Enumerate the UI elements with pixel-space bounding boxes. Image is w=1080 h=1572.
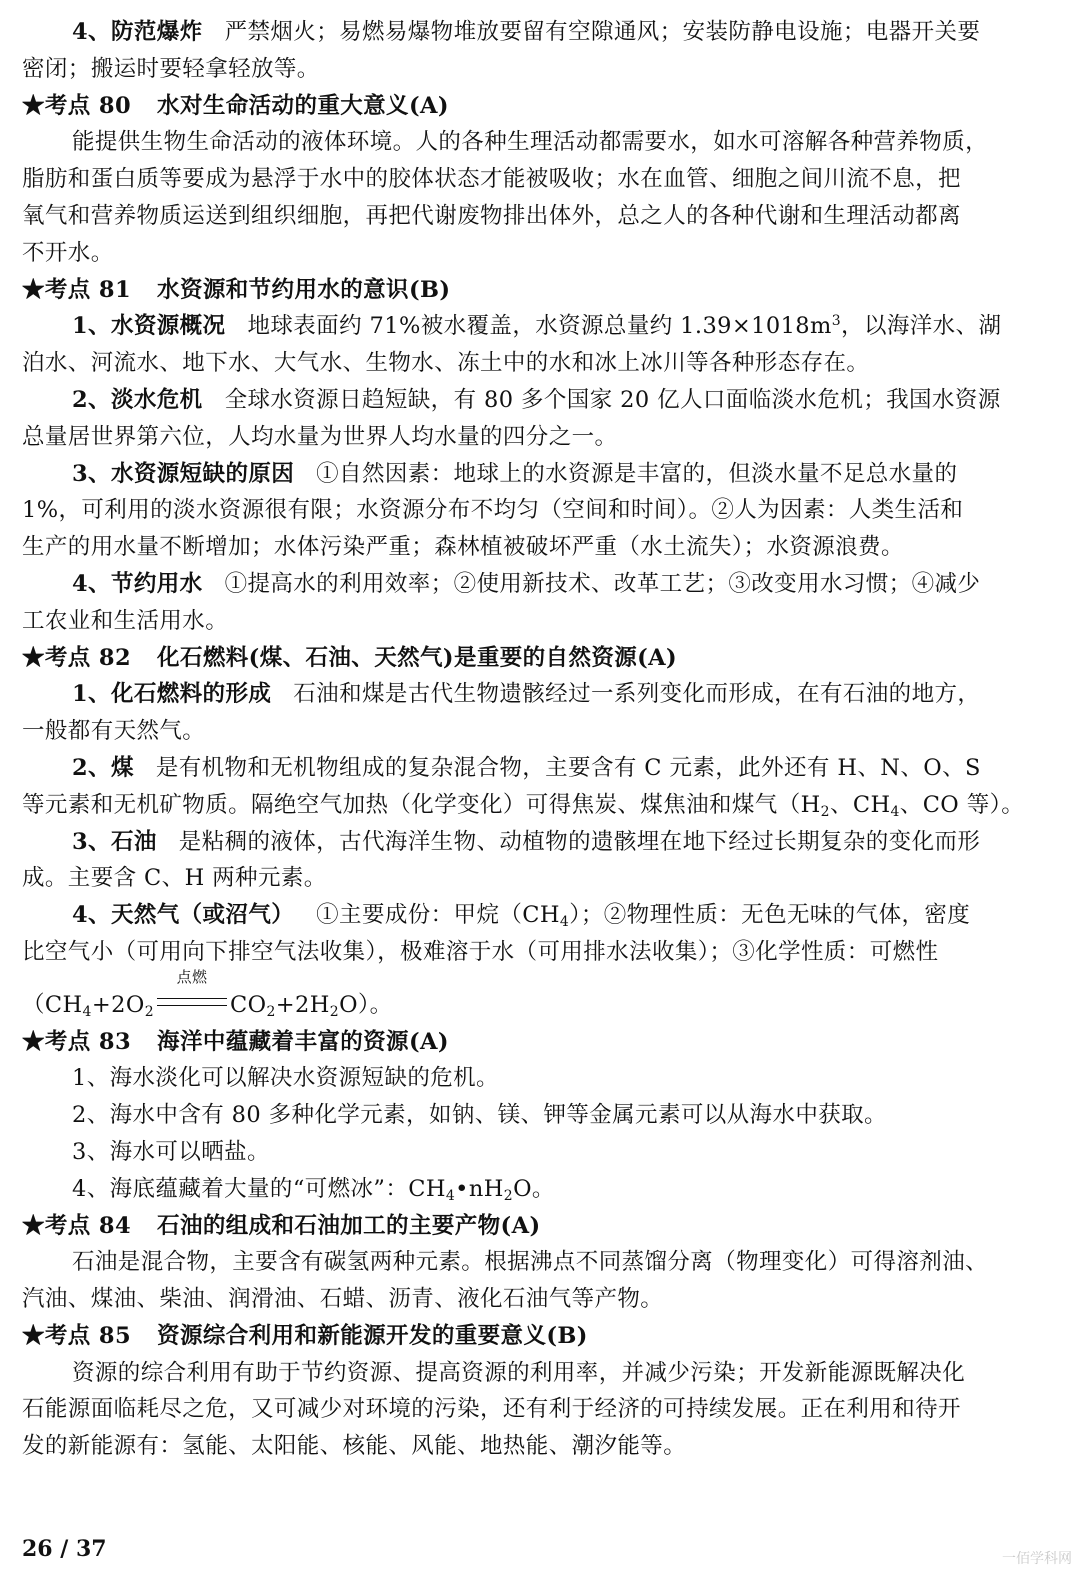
paragraph-cont: 一般都有天然气。: [22, 718, 206, 745]
subscript: 4: [445, 1187, 456, 1204]
paragraph-cont: 总量居世界第六位，人均水量为世界人均水量的四分之一。: [22, 423, 618, 450]
text: 地球表面约 71%被水覆盖，水资源总量约 1.39×1018m: [247, 313, 832, 340]
text: O）。: [339, 991, 393, 1018]
heading-number: ★考点 85: [22, 1322, 132, 1349]
paragraph-cont: 氧气和营养物质运送到组织细胞，再把代谢废物排出体外，总之人的各种代谢和生理活动都离: [22, 202, 961, 229]
paragraph-cont: 脂肪和蛋白质等要成为悬浮于水中的胶体状态才能被吸收；水在血管、细胞之间川流不息，把: [22, 166, 961, 193]
paragraph-cont: 工农业和生活用水。: [22, 607, 229, 634]
item-lead: 3、石油: [72, 828, 157, 855]
paragraph: 能提供生物生命活动的液体环境。人的各种生理活动都需要水，如水可溶解各种营养物质，: [72, 129, 989, 156]
heading-title: 水对生命活动的重大意义(A): [157, 92, 449, 119]
paragraph-cont: 汽油、煤油、柴油、润滑油、石蜡、沥青、液化石油气等产物。: [22, 1286, 664, 1313]
paragraph: [22, 676, 1058, 713]
paragraph: [22, 897, 1058, 934]
text: 严禁烟火；易燃易爆物堆放要留有空隙通风；安装防静电设施；电器开关要: [224, 19, 981, 45]
paragraph: [22, 824, 1058, 861]
text: ）；②物理性质：无色无味的气体，密度: [569, 902, 971, 929]
paragraph-cont: [22, 787, 1058, 824]
list-item: [22, 1171, 1058, 1208]
item-lead: 1、化石燃料的形成: [72, 681, 272, 708]
paragraph: [22, 456, 1058, 493]
subscript: 2: [266, 1003, 276, 1020]
text: 是有机物和无机物组成的复杂混合物，主要含有 C 元素，此外还有 H、N、O、S: [155, 754, 981, 781]
text: 是粘稠的液体，古代海洋生物、动植物的遗骸埋在地下经过长期复杂的变化而形: [178, 828, 981, 855]
text: （CH: [22, 991, 83, 1018]
section-heading-83: [22, 1024, 1058, 1061]
subscript: 4: [559, 914, 570, 931]
heading-title: 资源综合利用和新能源开发的重要意义(B): [157, 1322, 588, 1349]
item-lead: 2、淡水危机: [72, 386, 203, 413]
heading-number: ★考点 80: [22, 92, 132, 119]
subscript: 2: [503, 1187, 514, 1204]
page-number: 26 / 37: [22, 1536, 107, 1562]
item-lead: 1、水资源概况: [72, 313, 226, 340]
text: 4、海底蕴藏着大量的“可燃冰”：CH: [72, 1175, 446, 1202]
section-heading-84: [22, 1208, 1058, 1245]
heading-number: ★考点 83: [22, 1028, 132, 1055]
heading-number: ★考点 82: [22, 644, 132, 671]
paragraph: 石油是混合物，主要含有碳氢两种元素。根据沸点不同蒸馏分离（物理变化）可得溶剂油、: [72, 1249, 989, 1276]
list-item: 1、海水淡化可以解决水资源短缺的危机。: [72, 1065, 499, 1092]
text: ，以海洋水、湖: [841, 313, 1002, 340]
subscript: 4: [82, 1003, 92, 1020]
text: ①自然因素：地球上的水资源是丰富的，但淡水量不足总水量的: [316, 460, 958, 487]
paragraph: [22, 750, 1058, 787]
text: •nH: [455, 1175, 504, 1202]
text: 、CO 等）。: [899, 791, 1025, 818]
section-heading-80: [22, 88, 1058, 125]
reaction-arrow: [154, 967, 230, 1024]
paragraph-cont: 石能源面临耗尽之危，又可减少对环境的污染，还有利于经济的可持续发展。正在利用和待开: [22, 1396, 961, 1423]
paragraph-cont: 发的新能源有：氢能、太阳能、核能、风能、地热能、潮汐能等。: [22, 1433, 687, 1460]
paragraph-cont: 不开水。: [22, 239, 114, 266]
paragraph: [22, 382, 1058, 419]
superscript: 3: [831, 313, 842, 330]
subscript: 2: [820, 803, 830, 820]
heading-title: 石油的组成和石油加工的主要产物(A): [157, 1212, 541, 1239]
paragraph-cont: 泊水、河流水、地下水、大气水、生物水、冻土中的水和冰上冰川等各种形态存在。: [22, 350, 870, 377]
reaction-condition: 点燃: [176, 967, 208, 986]
text: ①提高水的利用效率；②使用新技术、改革工艺；③改变用水习惯；④减少: [224, 570, 981, 597]
section-heading-85: [22, 1318, 1058, 1355]
section-heading-81: [22, 272, 1058, 309]
item-lead: 2、煤: [72, 754, 134, 781]
paragraph-cont: 1%，可利用的淡水资源很有限；水资源分布不均匀（空间和时间）。②人为因素：人类生活和: [22, 497, 964, 524]
text: 全球水资源日趋短缺，有 80 多个国家 20 亿人口面临淡水危机；我国水资源: [224, 386, 1001, 413]
item-lead: 3、水资源短缺的原因: [72, 460, 295, 487]
paragraph: [22, 14, 1058, 51]
paragraph-cont: 比空气小（可用向下排空气法收集），极难溶于水（可用排水法收集）；③化学性质：可燃性: [22, 938, 939, 965]
subscript: 2: [144, 1003, 154, 1020]
text: O。: [513, 1175, 555, 1202]
double-line-icon: [157, 998, 227, 1006]
watermark: 一佰学科网: [1002, 1551, 1072, 1567]
item-lead: 4、节约用水: [72, 570, 203, 597]
heading-title: 水资源和节约用水的意识(B): [157, 276, 451, 303]
heading-title: 海洋中蕴藏着丰富的资源(A): [157, 1028, 449, 1055]
text: 、CH: [829, 791, 891, 818]
item-lead: 4、天然气（或沼气）: [72, 902, 295, 929]
text: +2O: [91, 991, 145, 1018]
section-heading-82: [22, 640, 1058, 677]
list-item: 3、海水可以晒盐。: [72, 1138, 270, 1165]
paragraph-cont: 成。主要含 C、H 两种元素。: [22, 865, 327, 892]
heading-title: 化石燃料(煤、石油、天然气)是重要的自然资源(A): [157, 644, 678, 671]
subscript: 2: [329, 1003, 340, 1020]
paragraph-cont: 密闭；搬运时要轻拿轻放等。: [22, 55, 320, 82]
text: ①主要成份：甲烷（CH: [316, 902, 560, 929]
subscript: 4: [890, 803, 900, 820]
chemical-equation: [22, 967, 1058, 1024]
text: 等元素和无机矿物质。隔绝空气加热（化学变化）可得焦炭、煤焦油和煤气（H: [22, 791, 821, 818]
list-item: 2、海水中含有 80 多种化学元素，如钠、镁、钾等金属元素可以从海水中获取。: [72, 1102, 887, 1129]
text: CO: [230, 991, 267, 1018]
document-page: [22, 14, 1058, 1465]
paragraph: 资源的综合利用有助于节约资源、提高资源的利用率，并减少污染；开发新能源既解决化: [72, 1359, 966, 1386]
item-lead: 4、防范爆炸: [72, 19, 203, 45]
text: +2H: [275, 991, 330, 1018]
paragraph-cont: 生产的用水量不断增加；水体污染严重；森林植被破坏严重（水土流失）；水资源浪费。: [22, 534, 904, 561]
paragraph: [22, 566, 1058, 603]
heading-number: ★考点 84: [22, 1212, 132, 1239]
text: 石油和煤是古代生物遗骸经过一系列变化而形成，在有石油的地方，: [293, 681, 981, 708]
paragraph: [22, 308, 1058, 345]
heading-number: ★考点 81: [22, 276, 132, 303]
